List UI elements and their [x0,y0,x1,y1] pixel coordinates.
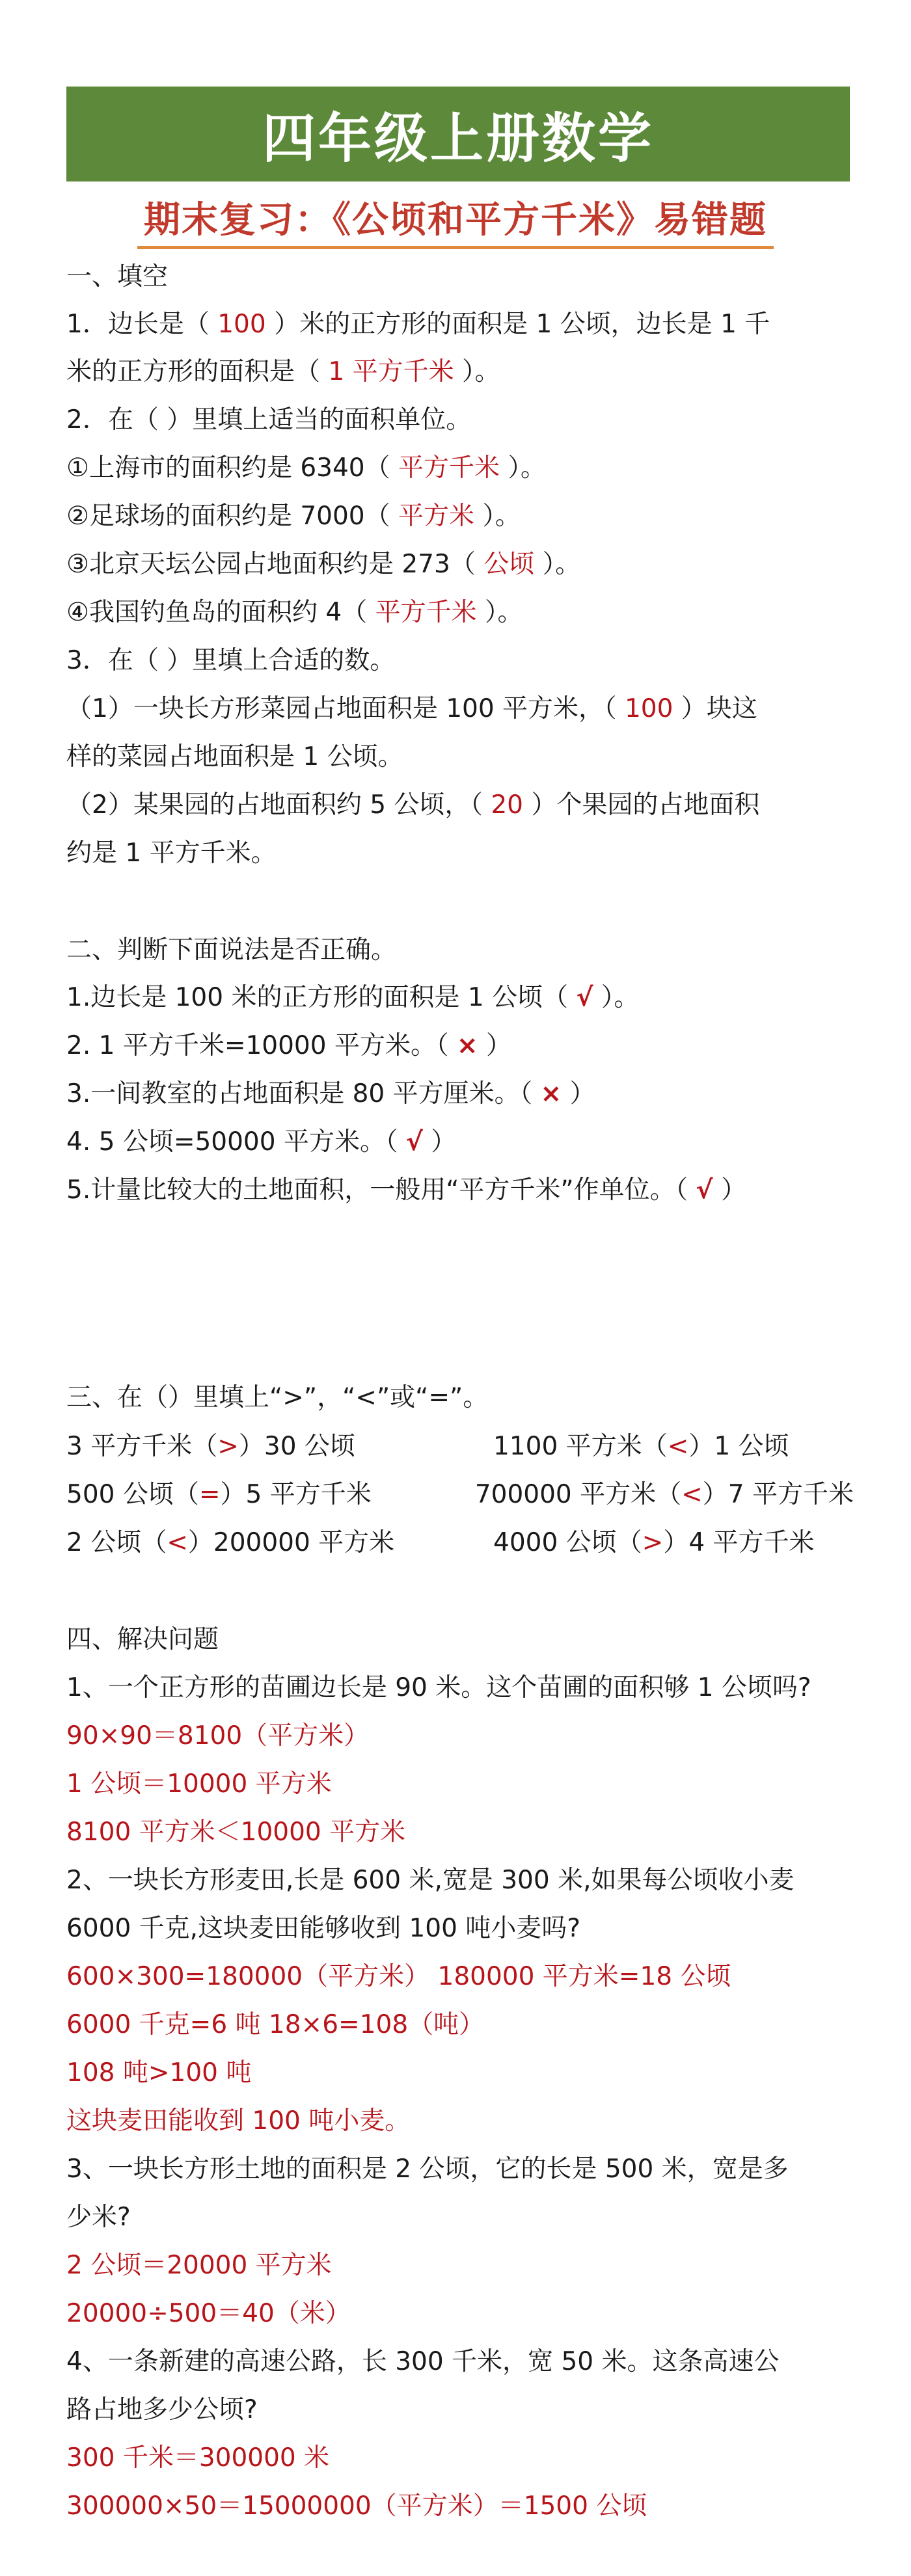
text: ④我国钓鱼岛的面积约 4（ [66,598,375,627]
question-3-2a [66,790,854,821]
cross-mark: × [456,1031,478,1060]
text: ）。 [474,502,521,531]
judge-5 [66,1175,854,1206]
problem-2b: 6000 千克,这块麦田能够收到 100 吨小麦吗? [66,1914,580,1943]
answer: 100 [624,694,673,723]
text: 500 公顷（ [66,1480,199,1509]
text: ）米的正方形的面积是 1 公顷，边长是 1 千 [265,310,770,339]
text: 1．边长是（ [66,310,218,339]
text: ） [422,1127,457,1157]
text: 700000 平方米（ [474,1480,682,1509]
compare-item [66,1527,493,1559]
text: ） [713,1175,746,1205]
question-3-1b: 样的菜园占地面积是 1 公顷。 [66,742,403,771]
compare-item [493,1431,789,1462]
title-banner [66,87,850,181]
text: ）4 平方千米 [663,1528,815,1557]
text: ）。 [476,598,523,627]
question-1b [66,356,854,388]
judge-4 [66,1127,854,1158]
subtitle-wrap [0,191,911,249]
text: 5.计量比较大的土地面积，一般用“平方千米”作单位。（ [66,1175,696,1205]
text: 3 平方千米（ [66,1432,218,1461]
problem-2a: 2、一块长方形麦田,长是 600 米,宽是 300 米,如果每公顷收小麦 [66,1866,795,1895]
problem-1: 1、一个正方形的苗圃边长是 90 米。这个苗圃的面积够 1 公顷吗? [66,1673,811,1702]
text: 2 公顷（ [66,1528,167,1557]
page-title: 四年级上册数学 [262,107,654,170]
text: ） [478,1031,511,1060]
compare-row-2 [66,1479,854,1510]
compare-item [66,1431,493,1462]
text: ）。 [500,453,546,483]
problem-3-answer: 2 公顷＝20000 平方米 [66,2251,332,2280]
problem-3-answer: 20000÷500＝40（米） [66,2299,351,2328]
answer: 平方千米 [375,598,477,627]
text: ①上海市的面积约是 6340（ [66,453,399,483]
text: ）个果园的占地面积 [523,790,760,820]
section-heading-problems: 四、解决问题 [66,1625,219,1654]
text: ）。 [593,983,640,1012]
check-mark: √ [696,1175,713,1205]
question-2-1 [66,453,854,484]
text: （1）一块长方形菜园占地面积是 100 平方米，（ [66,694,625,723]
compare-item [475,1479,854,1510]
text: ）。 [454,357,500,386]
text: ）200000 平方米 [187,1528,395,1557]
section-heading-fill: 一、填空 [66,262,169,291]
text: ）块这 [673,694,757,723]
text: ）5 平方千米 [220,1480,372,1509]
answer: 公顷 [483,550,535,579]
problem-1-answer: 1 公顷＝10000 平方米 [66,1769,332,1799]
answer: 平方米 [398,502,475,531]
text: ）7 平方千米 [702,1480,854,1509]
question-1a [66,309,854,340]
question-2-2 [66,501,854,532]
problem-2-answer: 这块麦田能收到 100 吨小麦。 [66,2106,411,2136]
judge-2 [66,1030,854,1062]
text: ）30 公顷 [238,1432,355,1461]
problem-2-answer: 6000 千克=6 吨 18×6=108（吨） [66,2010,485,2039]
text: 2. 1 平方千米=10000 平方米。（ [66,1031,457,1060]
problem-4a: 4、一条新建的高速公路，长 300 千米，宽 50 米。这条高速公 [66,2347,780,2376]
text: 4000 公顷（ [493,1528,642,1557]
compare-row-1 [66,1431,854,1462]
problem-4b: 路占地多少公顷? [66,2395,258,2424]
text: 米的正方形的面积是（ [66,357,329,386]
answer: 1 平方千米 [328,357,454,386]
answer: < [667,1432,689,1461]
section-heading-compare: 三、在（）里填上“>”，“<”或“=”。 [66,1383,489,1412]
text: （2）某果园的占地面积约 5 公顷，（ [66,790,491,820]
text: ）。 [534,550,581,579]
answer: 平方千米 [398,453,500,483]
compare-item [66,1479,475,1510]
problem-1-answer: 8100 平方米＜10000 平方米 [66,1818,406,1847]
compare-item [493,1527,815,1559]
answer: > [642,1528,664,1557]
text: ③北京天坛公园占地面积约是 273（ [66,550,484,579]
cross-mark: × [540,1079,562,1108]
problem-4-answer: 300000×50＝15000000（平方米）＝1500 公顷 [66,2491,647,2521]
problem-2-answer: 108 吨>100 吨 [66,2058,252,2087]
answer: 20 [491,790,523,820]
answer: = [198,1480,221,1509]
problem-3b: 少米? [66,2203,131,2232]
question-3: 3．在（ ）里填上合适的数。 [66,646,396,675]
section-heading-judge: 二、判断下面说法是否正确。 [66,935,397,965]
compare-row-3 [66,1527,854,1559]
question-2: 2．在（ ）里填上适当的面积单位。 [66,405,472,435]
answer: 100 [217,310,266,339]
problem-3a: 3、一块长方形土地的面积是 2 公顷，它的长是 500 米，宽是多 [66,2154,789,2184]
problem-4-answer: 300 千米＝300000 米 [66,2443,330,2473]
problem-2-answer: 600×300=180000（平方米） 180000 平方米=18 公顷 [66,1962,731,1991]
check-mark: √ [576,983,593,1012]
question-3-1a [66,693,854,725]
question-2-3 [66,549,854,580]
answer: > [217,1432,239,1461]
check-mark: √ [405,1127,423,1157]
text: 1.边长是 100 米的正方形的面积是 1 公顷（ [66,983,577,1012]
text: ）1 公顷 [688,1432,789,1461]
text: ） [562,1079,595,1108]
text: 3.一间教室的占地面积是 80 平方厘米。（ [66,1079,541,1108]
page-subtitle: 期末复习：《公顷和平方千米》易错题 [137,191,774,249]
text: 4. 5 公顷=50000 平方米。（ [66,1127,406,1157]
answer: < [167,1528,188,1557]
problem-1-answer: 90×90＝8100（平方米） [66,1721,370,1751]
judge-3 [66,1079,854,1110]
question-3-2b: 约是 1 平方千米。 [66,839,277,868]
text: 1100 平方米（ [493,1432,668,1461]
judge-1 [66,982,854,1013]
question-2-4 [66,597,854,628]
text: ②足球场的面积约是 7000（ [66,502,399,531]
answer: < [681,1480,703,1509]
